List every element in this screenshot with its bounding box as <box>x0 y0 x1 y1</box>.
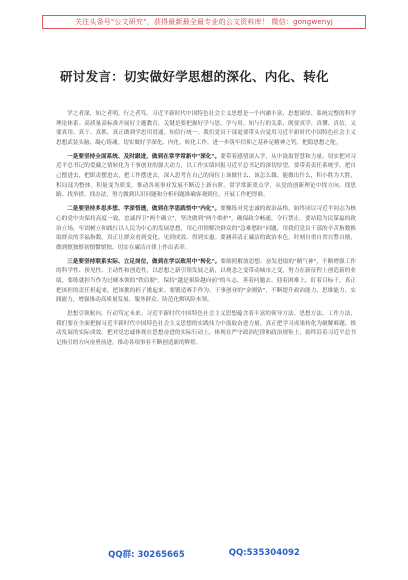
paragraph-lead: 二是要坚持多思多想、学深悟透，做到在学思践悟中"内化"。 <box>67 206 221 213</box>
qq-label: QQ:535304092 <box>228 548 300 558</box>
paragraph-text: 要赚练对党忠诚的政治品格，始终同以习近平同志为核心的党中央保持高度一致，忠诚捍卫"两个确立"，坚决做到"两个维护"，确保政令畅通，令行禁止。要站稳为民谋福的政治立场，牢固树立和践行以人民为中心的发展思想，用心用情解决群众的"急难愁盼"问题，用我们党员干部的辛苦指数换取群众的幸福指数。真正让群众看到变化、见到成效、得到实惠。要涵养清正廉洁的政治本色，时刻自重自省自警自励，做到慎独慎初慎微慎独，切实在廉洁自律上作出表率。 <box>56 206 356 251</box>
document-body <box>56 110 356 353</box>
paragraph-conclusion <box>56 310 356 348</box>
paragraph-text: 要带着感情深入学，从中汲取智慧和力量。切实把对习近平总书记的爱戴之情转化为干事创业的强大动力，以工作实绩回报习近平总书记的深切厚望。要带着责任系统学，把自己摆进去，把职责摆进去，把工作摆进去，深入思考在自己的岗位上该做什么、该怎么做、能做出什么，积小胜为大胜，积局部为整体。积量变为质变，推动各项事业发展不断迈上新台阶。常学常新重点学，从党的创新理论中找方向、找思路、找举措、找办法，努力做到认识问题和分析问题准确客观到位，开展工作把得准。 <box>56 153 356 199</box>
paragraph-text: 思想引领航向，行动笃定未来。习近平新时代中国特色社会主义思想蕴含着丰富的领导方法、思想方法、工作方法，我们要在全面把握习近平新时代中国特色社会主义思想的实践伟力中汲取奋进力量，真正把学习成果转化为破解难题、推动发展的实际成效。把对党忠诚体现在思想奋进的实际行动上，体现在严守政治纪律和政治规矩上，始终沿着习近平总书记指引的方向奋勇前进，推动各项事业不断创造新的辉煌。 <box>56 311 356 347</box>
paragraph-point-3 <box>56 258 356 306</box>
paragraph-text: 要细照解放思想、奋发进取的"精气神"，不断增强工作的科学性、预见性、主动性和创造性，以思想之新引领发展之新，以观念之变带动城市之变，努力在新征程上创造新的业绩。要练就担当作为过硬本领的"铁肩膀"，保持"越是艰险越向前"的斗志，善着问题去、迎着困难上，盯着目标干，真正把该担的责任担起来，把该挑的担子挑起来。要锻造赛手作为、干事创业的"金刚钻"，不断提升政治能力、思维能力、实践能力，增强推动高质量发展、服务群众、防范化解风险本领。 <box>56 258 356 304</box>
paragraph-intro <box>56 110 356 148</box>
paragraph-lead: 三是要坚持联系实际、立足岗位，做到在学以致用中"转化"。 <box>67 258 221 265</box>
paragraph-point-2 <box>56 205 356 253</box>
promo-banner <box>42 15 366 29</box>
paragraph-point-1 <box>56 153 356 201</box>
qq-group-label: QQ群: 30265665 <box>108 550 185 560</box>
contact-footer <box>0 548 408 564</box>
paragraph-text: 学之者深，知之者明，行之者笃。习近平新时代中国特色社会主义思想是一个内涵丰富、思想深厚、系统完整的科学理论体系。高质量高标准开展好主题教育，关键是要把握好学与思、学与用、知与行的关系，既要真学、真懂、真信，又要真用、真干、真抓，真正做到学思用贯通、知信行统一。我们党员干部更要带头自觉用习近平新时代中国特色社会主义思想武装头脑、凝心铸魂，切实做好学深化、内化、转化工作，进一步筑牢信仰之基补足精神之钙，把稳思想之舵。 <box>56 111 356 146</box>
paragraph-lead: 一是要坚持全面系统、及时跟进，做到在常学常新中"深化"。 <box>67 153 221 160</box>
promo-banner-text: 关注头条号"公文研究"，获得最新最全最专业的公文资料库！ 微信：gongwenyj <box>74 18 334 26</box>
document-title: 研讨发言：切实做好学思想的深化、内化、转化 <box>60 69 329 84</box>
